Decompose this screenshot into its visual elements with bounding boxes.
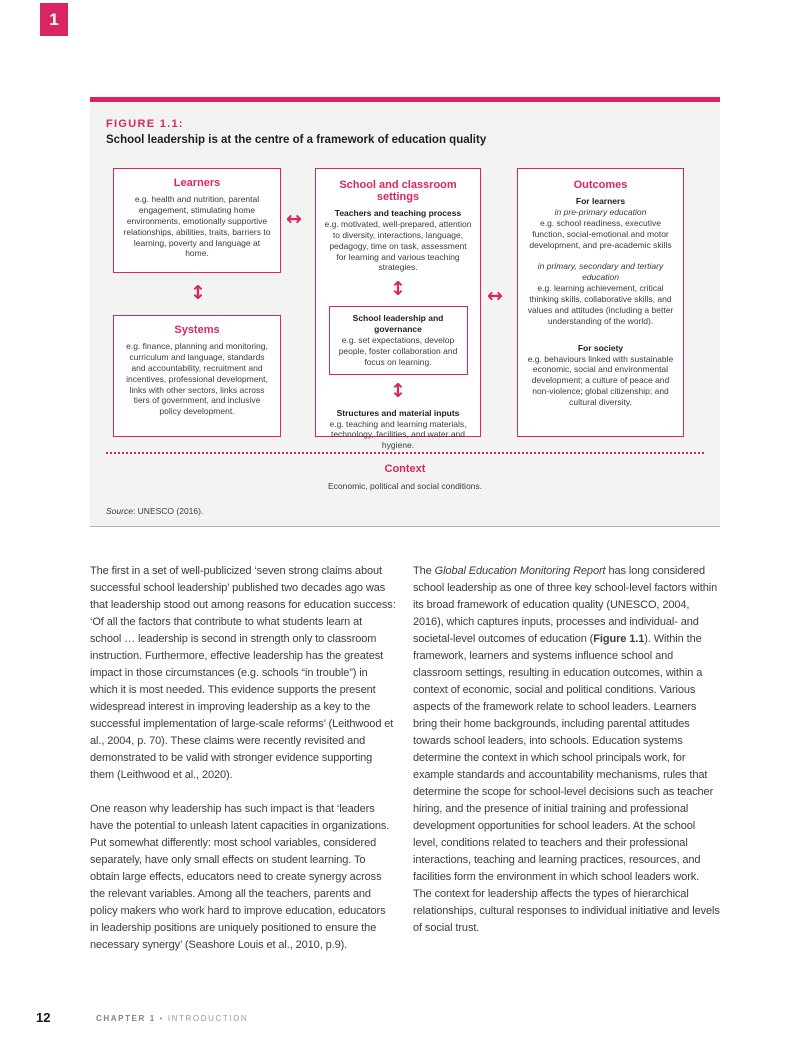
- body-column-left: [90, 563, 396, 971]
- double-arrow-vertical-icon: ↕: [390, 379, 406, 402]
- school-leadership-box: [329, 306, 468, 374]
- figure-source: [106, 506, 203, 516]
- page-number: 12: [36, 1010, 51, 1025]
- double-arrow-horizontal-icon: ↔: [286, 208, 302, 230]
- chapter-number: 1: [49, 9, 59, 29]
- source-label: Source: [106, 506, 133, 516]
- source-text: : UNESCO (2016).: [132, 506, 204, 516]
- text-run: has long considered school leadership as one of three key school-level factors within its broad framework of education quality (UNESCO, 2004, 2016), which captures inputs, processes and individual- and societal-level outcomes of education (: [413, 565, 718, 645]
- primary-tertiary-body: e.g. learning achievement, critical thinking skills, collaborative skills, and values and attitudes (including a better understanding of the world).: [527, 283, 674, 326]
- paragraph: [413, 563, 720, 937]
- systems-box-title: Systems: [174, 324, 220, 336]
- school-leadership-body: e.g. set expectations, develop people, foster collaboration and focus on learning.: [338, 335, 458, 367]
- school-settings-box: [315, 168, 481, 451]
- structures-body: e.g. teaching and learning materials, technology, facilities, and water and hygiene.: [329, 418, 467, 451]
- structures-heading: Structures and material inputs: [336, 407, 460, 418]
- school-settings-box-title: School and classroom settings: [339, 179, 457, 203]
- teachers-heading: Teachers and teaching process: [334, 208, 462, 218]
- systems-box: [113, 315, 281, 437]
- figure-panel: [90, 97, 720, 527]
- paragraph: One reason why leadership has such impact is that ‘leaders have the potential to unleash latent capacities in organizations. Put somewhat differently: most school variables, considered separately, have only small effects on student learning. To obtain large effects, educators need to create synergy across the relevant variables. Among all the teachers, parents and policy makers who work hard to improve education, educators in leadership positions are uniquely positioned to ensure the necessary synergy’ (Seashore Louis et al., 2010, p.9).: [90, 803, 390, 951]
- text-run: The: [413, 565, 435, 577]
- learners-box-body: e.g. health and nutrition, parental engagement, stimulating home environments, emotionally supportive relationships, abilities, traits, barriers to learning, poverty and language at home.: [123, 194, 271, 259]
- outcomes-box: [517, 168, 684, 437]
- for-society-heading: For society: [577, 342, 624, 353]
- footer-running-head: [96, 1014, 248, 1023]
- chapter-number-badge: [40, 3, 68, 36]
- pre-primary-body: e.g. school readiness, executive function, social-emotional and motor development, and pre-academic skills: [529, 217, 672, 250]
- double-arrow-vertical-icon: ↕: [390, 278, 406, 301]
- learners-box: [113, 168, 281, 273]
- paragraph: The first in a set of well-publicized ‘seven strong claims about successful school leadership’ published two decades ago was that leadership stood out among reasons for education success: ‘Of all the factors that contribute to what students learn at school … leadership is second in strength only to classroom instruction. Furthermore, effective leadership has the greatest impact in those circumstances (e.g. schools “in trouble”) in which it is most needed. This evidence supports the present widespread interest in improving leadership as a key to the successful implementation of large-scale reforms’ (Leithwood et al., 2004, p. 70). These claims were recently revisited and demonstrated to be valid with stronger evidence supporting them (Leithwood et al., 2020).: [90, 565, 396, 781]
- context-body: Economic, political and social conditions.: [327, 481, 483, 491]
- teachers-body: e.g. motivated, well-prepared, attention to diversity, interactions, language, pedagogy, time on task, assessment for learning and various teaching strategies.: [324, 218, 472, 273]
- footer-chapter: CHAPTER 1: [96, 1014, 156, 1023]
- footer-section: INTRODUCTION: [167, 1014, 249, 1023]
- context-dotted-divider: [106, 452, 704, 454]
- learners-box-title: Learners: [173, 177, 221, 189]
- figure-title: School leadership is at the centre of a framework of education quality: [106, 134, 487, 146]
- footer-separator: •: [159, 1014, 164, 1023]
- pre-primary-label: in pre-primary education: [554, 206, 647, 217]
- text-run: ). Within the framework, learners and systems influence school and classroom settings, resulting in education outcomes, within a context of economic, social and political conditions. Various aspects of the framework relate to school leaders. Learners bring their home backgrounds, including parental attitudes towards school leaders, into schools. Education systems determine the context in which school principals work, for example standards and accountability mechanisms, rules that determine the scope for school-level decisions such as teacher hiring, and the presence of initial training and professional development opportunities for school leaders. At the school level, conditions related to teachers and their professional interactions, teaching and learning practices, resources, and facilities form the environment in which school leaders work. The context for leadership affects the types of hierarchical relationships, cultural responses to individual initiative and levels of social trust.: [413, 633, 720, 934]
- double-arrow-vertical-icon: ↕: [190, 282, 206, 304]
- report-title-italic: Global Education Monitoring Report: [434, 565, 606, 577]
- school-leadership-heading: School leadership and governance: [352, 313, 444, 335]
- primary-tertiary-label: in primary, secondary and tertiary education: [537, 261, 664, 283]
- figure-label: FIGURE 1.1:: [106, 118, 184, 130]
- context-title: Context: [384, 463, 426, 475]
- for-society-body: e.g. behaviours linked with sustainable economic, social and environmental development; a culture of peace and non-violence; global citizenship; and cultural diversity.: [527, 353, 674, 407]
- systems-box-body: e.g. finance, planning and monitoring, curriculum and language, standards and accountability, recruitment and incentives, professional development, links with other sectors, links across tiers of government, and inclusive policy development.: [126, 341, 268, 417]
- double-arrow-horizontal-icon: ↔: [487, 285, 503, 307]
- figure-reference: Figure 1.1: [593, 633, 645, 645]
- body-column-right: [413, 563, 720, 954]
- outcomes-box-title: Outcomes: [573, 179, 628, 191]
- for-learners-heading: For learners: [575, 196, 626, 206]
